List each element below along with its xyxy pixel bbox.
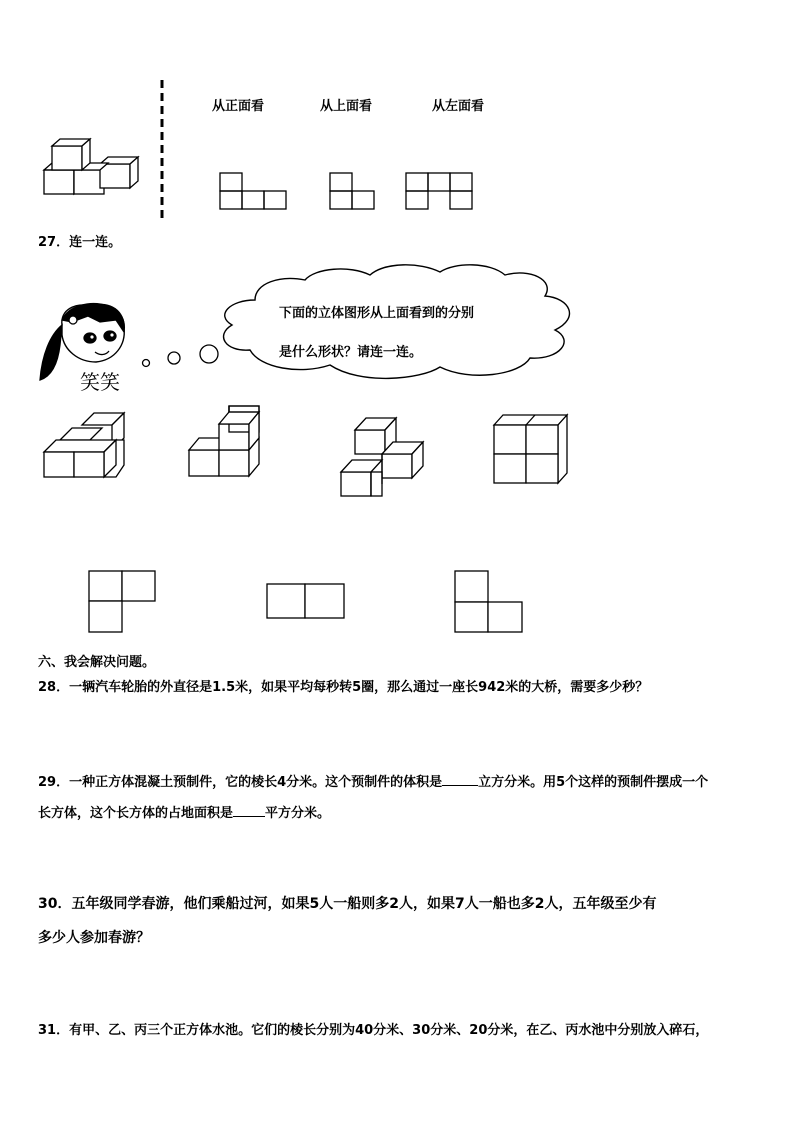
solid-2: [189, 406, 259, 476]
top-view-label: 从上面看: [320, 99, 373, 114]
cloud-text-line1: 下面的立体图形从上面看到的分别: [279, 306, 475, 321]
front-view-label: 从正面看: [212, 99, 265, 114]
q29-text-2: 立方分米。用5个这样的预制件摆成一个: [478, 775, 709, 790]
section-6-title: 六、我会解决问题。: [38, 655, 156, 670]
solid-1: [44, 413, 124, 477]
cloud-text-line2: 是什么形状？请连一连。: [279, 345, 423, 360]
q29-blank-area[interactable]: [233, 804, 265, 817]
question-27: 27．连一连。: [38, 235, 122, 250]
left-view-label: 从左面看: [432, 99, 485, 114]
question-29-line2: [38, 802, 330, 821]
question-31: 31．有甲、乙、丙三个正方体水池。它们的棱长分别为40分米、30分米、20分米，在乙、丙水池中分别放入碎石，: [38, 1023, 709, 1038]
solid-3: [341, 418, 423, 496]
question-28: 28．一辆汽车轮胎的外直径是1.5米，如果平均每秒转5圈，那么通过一座长942米的大桥，需要多少秒？: [38, 680, 649, 695]
q29-text-3: 长方体，这个长方体的占地面积是: [38, 806, 234, 821]
solid-4: [494, 415, 567, 483]
q29-text-1: 29．一种正方体混凝土预制件，它的棱长4分米。这个预制件的体积是: [38, 775, 443, 790]
girl-name: 笑笑: [80, 370, 120, 394]
question-29-line1: [38, 771, 708, 790]
q29-blank-volume[interactable]: [442, 773, 478, 786]
q29-text-4: 平方分米。: [265, 806, 331, 821]
top-view-shape-3: [455, 571, 522, 632]
solid-figures: [0, 0, 794, 520]
top-view-shape-1: [89, 571, 155, 632]
top-view-shape-2: [267, 584, 344, 618]
question-30-line2: 多少人参加春游？: [38, 930, 150, 946]
question-30-line1: 30．五年级同学春游，他们乘船过河，如果5人一船则多2人，如果7人一船也多2人，五年级至少有: [38, 896, 657, 912]
